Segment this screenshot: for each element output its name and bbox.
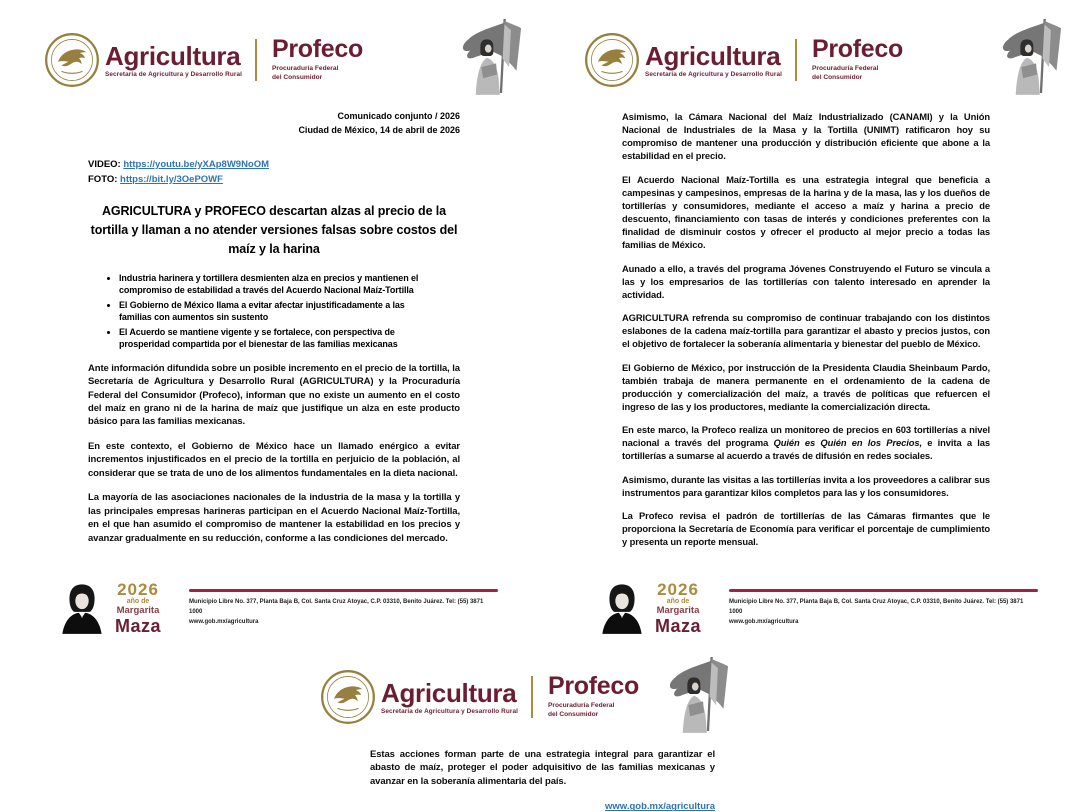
- communique-number: Comunicado conjunto / 2026: [337, 111, 460, 121]
- page-1-content: [0, 96, 540, 545]
- press-release-title: AGRICULTURA y PROFECO descartan alzas al precio de la tortilla y llaman a no atender versiones falsas sobre costos del maíz y la harina: [90, 204, 458, 256]
- margarita-maza-portrait: [60, 576, 104, 640]
- profeco-logo-subtitle: [548, 702, 639, 719]
- page-footer: [540, 576, 1080, 640]
- profeco-logo-subtitle-line1: Procuraduría Federal: [812, 65, 879, 73]
- body-paragraph: La mayoría de las asociaciones nacionales de la industria de la masa y la tortilla y las principales empresas harineras participan en el Acuerdo Nacional Maíz-Tortilla, en el que han asumido el compromiso de mantener la estabilidad en los precios y avanzar gradualmente en su reducción, conforme a las condiciones del mercado.: [88, 492, 460, 544]
- profeco-logo-subtitle-line1: Procuraduría Federal: [272, 65, 339, 73]
- emblem-label-3: Maza: [114, 615, 161, 636]
- body-paragraph: Ante información difundida sobre un posible incremento en el precio de la tortilla, la Secretaría de Agricultura y Desarrollo Rural (AGRICULTURA) y la Procuraduría Federal del Consumidor (Profeco), informan que no existe un aumento en el costo del maíz en grano ni de la harina de maíz que justifique un alza en este producto básico para las familias mexicanas.: [88, 362, 460, 428]
- photo-link-row: [88, 173, 460, 188]
- page-3: [270, 648, 810, 812]
- video-link-row: [88, 158, 460, 173]
- website-link-row: [370, 801, 715, 812]
- profeco-logo-subtitle-line2: del Consumidor: [548, 711, 599, 718]
- body-paragraph: Aunado a ello, a través del programa Jóvenes Construyendo el Futuro se vincula a las y los empresarios de las tortillerías con talento interesado en aprender la actividad.: [622, 262, 990, 300]
- emblem-label-2: Margarita: [116, 604, 160, 616]
- woman-with-flag-illustration: [448, 16, 522, 96]
- media-links: [88, 158, 460, 187]
- agriculture-logo: [645, 40, 782, 78]
- profeco-logo-subtitle-line2: del Consumidor: [272, 74, 323, 81]
- key-point-2: • El Gobierno de México llama a evitar afectar injustificadamente a las familias con aumentos sin sustento: [119, 299, 432, 323]
- profeco-logo-subtitle-line1: Procuraduría Federal: [548, 702, 615, 710]
- body-paragraph: En este contexto, el Gobierno de México hace un llamado enérgico a evitar incrementos injustificados en el precio de la tortilla en perjuicio de la población, al considerar que se trata de uno de los alimentos fundamentales en la dieta nacional.: [88, 440, 460, 479]
- agriculture-logo-title: Agricultura: [645, 40, 781, 71]
- profeco-logo: [272, 37, 363, 82]
- gob-mx-agricultura-link[interactable]: www.gob.mx/agricultura: [605, 801, 715, 812]
- monitoreo-text-post: e invita a las tortillerías a sumarse al acuerdo a través de difusión en redes sociales.: [622, 437, 990, 462]
- woman-with-flag-illustration: [988, 16, 1062, 96]
- footer-rule: [729, 589, 1038, 592]
- body-paragraph: Asimismo, la Cámara Nacional del Maíz Industrializado (CANAMI) y la Unión Nacional de Industriales de la Masa y la Tortilla (UNIMT) ratificaron hoy su compromiso de mantener una producción y distribución eficiente que abone a la estabilidad en el precio.: [622, 111, 990, 162]
- agriculture-logo-subtitle: Secretaría de Agricultura y Desarrollo Rural: [105, 70, 242, 78]
- agriculture-logo-title: Agricultura: [381, 677, 517, 708]
- body-paragraph: El Acuerdo Nacional Maíz-Tortilla es una estrategia integral que beneficia a campesinas y campesinos, empresas de la harina y de la masa, las y los dueños de tortillerías y consumidores, mediante el acceso a maíz y harina a precio de descuento, financiamiento con tasas de interés y condiciones preferentes con la finalidad de disminuir costos y ofrecer el producto al mejor precio a todas las familias de México.: [622, 173, 990, 251]
- page-2: [540, 0, 1080, 648]
- key-point-1: • Industria harinera y tortillera desmienten alza en precios y mantienen el compromiso de estabilidad a través del Acuerdo Nacional Maíz-Tortilla: [119, 272, 432, 296]
- body-paragraph: Estas acciones forman parte de una estrategia integral para garantizar el abasto de maíz, proteger el poder adquisitivo de las familias mexicanas y avanzar en la soberanía alimentaria del país.: [370, 749, 715, 787]
- page-footer: [0, 576, 540, 640]
- profeco-logo-title: Profeco: [812, 35, 903, 64]
- profeco-logo: [812, 37, 903, 82]
- agriculture-logo-subtitle: Secretaría de Agricultura y Desarrollo Rural: [381, 707, 518, 715]
- footer-address: Municipio Libre No. 377, Planta Baja B, Col. Santa Cruz Atoyac, C.P. 03310, Benito Juárez. Tel: (55) 3871 1000: [729, 598, 1024, 615]
- org-header: [0, 0, 540, 96]
- body-paragraph-monitoreo: [622, 423, 990, 462]
- monitoreo-text-pre: En este marco, la Profeco realiza un monitoreo de precios en 603 tortillerías a nivel nacional a través del programa: [622, 424, 990, 449]
- communique-meta: [88, 110, 460, 137]
- eagle-seal-icon: [584, 32, 640, 88]
- eagle-seal-icon: [320, 669, 376, 725]
- footer-rule: [189, 589, 498, 592]
- agriculture-logo: [381, 677, 518, 715]
- emblem-year: 2026: [117, 580, 159, 600]
- key-points-list: [106, 272, 432, 351]
- year-emblem: [109, 581, 167, 635]
- emblem-label-1: año de: [126, 598, 150, 606]
- agriculture-logo: [105, 40, 242, 78]
- video-label: VIDEO:: [88, 159, 121, 170]
- eagle-seal-icon: [44, 32, 100, 88]
- footer-address-block: [189, 589, 498, 628]
- footer-address-block: [729, 589, 1038, 628]
- program-name-italic: Quién es Quién en los Precios,: [773, 437, 922, 449]
- emblem-label-2: Margarita: [656, 604, 700, 616]
- footer-website: www.gob.mx/agricultura: [729, 619, 799, 626]
- emblem-year: 2026: [657, 580, 699, 600]
- page-2-content: [540, 96, 1080, 548]
- video-link[interactable]: https://youtu.be/yXAp8W9NoOM: [123, 159, 270, 170]
- emblem-label-1: año de: [666, 598, 690, 606]
- woman-with-flag-illustration: [655, 654, 729, 734]
- logo-divider: [795, 39, 797, 81]
- page-3-content: [270, 734, 810, 812]
- body-paragraph: Asimismo, durante las visitas a las tortillerías invita a los proveedores a calibrar sus instrumentos para garantizar kilos completos para las y los consumidores.: [622, 473, 990, 498]
- profeco-logo-subtitle: [272, 65, 363, 82]
- org-header: [270, 648, 810, 734]
- profeco-logo-subtitle: [812, 65, 903, 82]
- communique-dateline: Ciudad de México, 14 de abril de 2026: [298, 124, 460, 135]
- page-1: [0, 0, 540, 648]
- agriculture-logo-title: Agricultura: [105, 40, 241, 71]
- year-emblem: [649, 581, 707, 635]
- profeco-logo-title: Profeco: [548, 672, 639, 701]
- logo-divider: [255, 39, 257, 81]
- key-point-3: • El Acuerdo se mantiene vigente y se fortalece, con perspectiva de prosperidad compartida por el bienestar de las familias mexicanas: [119, 326, 432, 350]
- logo-divider: [531, 676, 533, 718]
- margarita-maza-portrait: [600, 576, 644, 640]
- photo-link[interactable]: https://bit.ly/3OePOWF: [120, 173, 223, 185]
- photo-label: FOTO:: [88, 173, 118, 185]
- profeco-logo-title: Profeco: [272, 35, 363, 64]
- agriculture-logo-subtitle: Secretaría de Agricultura y Desarrollo Rural: [645, 70, 782, 78]
- footer-address: Municipio Libre No. 377, Planta Baja B, Col. Santa Cruz Atoyac, C.P. 03310, Benito Juárez. Tel: (55) 3871 1000: [189, 598, 484, 615]
- body-paragraph: La Profeco revisa el padrón de tortillerías de las Cámaras firmantes que le proporciona la Secretaría de Economía para verificar el porcentaje de cumplimiento y presenta un reporte mensual.: [622, 509, 990, 548]
- org-header: [540, 0, 1080, 96]
- body-paragraph: El Gobierno de México, por instrucción de la Presidenta Claudia Sheinbaum Pardo, también trabaja de manera permanente en el ordenamiento de la cadena de producción y comercialización del maíz, a través de políticas que refuercen el ingreso de las y los productores, mediante la comercialización directa.: [622, 361, 990, 412]
- body-paragraph: AGRICULTURA refrenda su compromiso de continuar trabajando con los distintos eslabones de la cadena maíz-tortilla para garantizar el abasto y precios justos, con el objetivo de fortalecer la soberanía alimentaria y bienestar del pueblo de México.: [622, 312, 990, 350]
- profeco-logo-subtitle-line2: del Consumidor: [812, 74, 863, 81]
- emblem-label-3: Maza: [654, 615, 701, 636]
- footer-website: www.gob.mx/agricultura: [189, 619, 259, 626]
- profeco-logo: [548, 674, 639, 719]
